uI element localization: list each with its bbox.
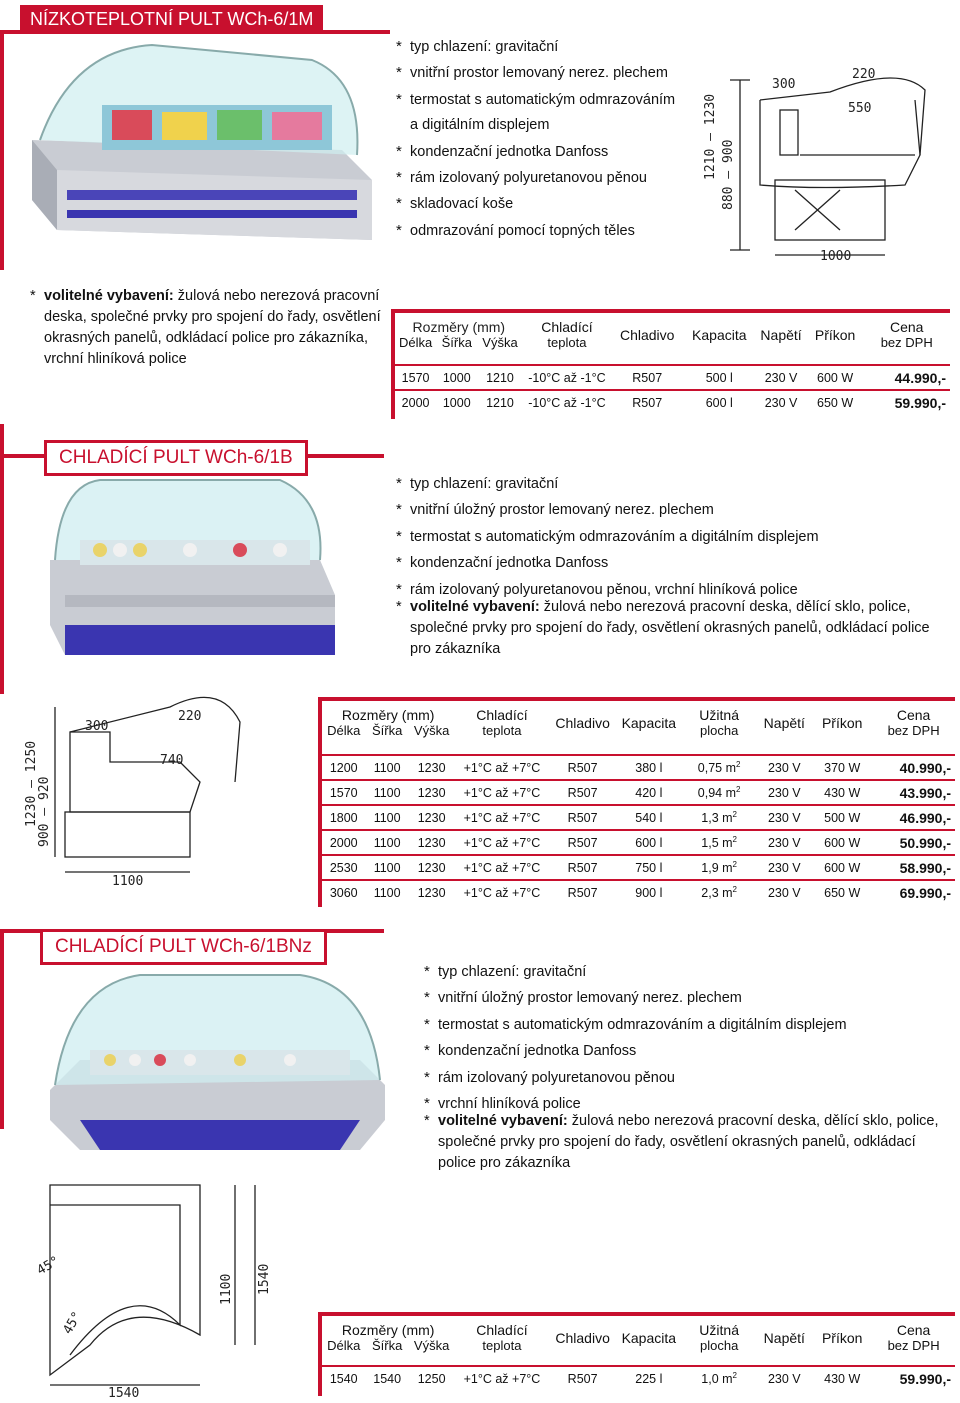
- feature-item: * kondenzační jednotka Danfoss: [424, 1042, 637, 1060]
- section1-optional: * volitelné vybavení: žulová nebo nerezová pracovní deska, společné prvky pro spojení do řady, osvětlení okrasných panelů, odkládací police pro zákazníka, vrchní hliníková police: [30, 288, 381, 367]
- dimension-label: 1230 – 1250: [24, 740, 39, 827]
- section3-title: CHLADÍCÍ PULT WCh-6/1BNz: [40, 929, 327, 965]
- dimension-label: 1000: [820, 249, 852, 264]
- product-photo-wch-6-1b: [40, 475, 340, 675]
- product-photo-wch-6-1m: [12, 40, 384, 250]
- dimension-label: 300: [772, 77, 796, 92]
- section3-optional: * volitelné vybavení: žulová nebo nerezová pracovní deska, dělící sklo, police, společné prvky pro spojení do řady, osvětlení okrasných panelů, odkládací police pro zákazníka: [424, 1113, 939, 1171]
- section1-title: NÍZKOTEPLOTNÍ PULT WCh-6/1M: [20, 5, 323, 34]
- dimension-label: 300: [85, 719, 109, 734]
- feature-item: * vrchní hliníková police: [424, 1095, 581, 1113]
- feature-item: * rám izolovaný polyuretanovou pěnou: [396, 169, 647, 187]
- product-photo-wch-6-1bnz: [40, 970, 390, 1160]
- feature-item: * rám izolovaný polyuretanovou pěnou, vrchní hliníková police: [396, 580, 798, 598]
- feature-item: * vnitřní úložný prostor lemovaný nerez. plechem: [396, 501, 714, 519]
- table-row: 3060 1100 1230 +1°C až +7°C R507 900 l 2,3 $m^2$ 230 V 650 W 69.990,-: [322, 880, 955, 905]
- table-row: 1800 1100 1230 +1°C až +7°C R507 540 l 1,3 $m^2$ 230 V 500 W 46.990,-: [322, 805, 955, 830]
- feature-item: * typ chlazení: gravitační: [396, 38, 559, 55]
- section3-spec-table: Rozměry (mm) Chladící Chladivo Kapacita Užitná Napětí Příkon Cena Délka Šířka Výška teplota plocha bez DPH 1540 1540 1250 +1°C až +7°C R507 225 l 1,0 $m^2$ 230 V 430 W 59.990,-: [322, 1316, 955, 1391]
- dimension-label: 220: [178, 709, 202, 724]
- feature-item: * typ chlazení: gravitační: [396, 475, 559, 492]
- dimension-label: 220: [852, 67, 876, 82]
- section1-features: [396, 34, 675, 244]
- dimension-label: 550: [848, 101, 872, 116]
- technical-drawing-wch-6-1bnz: [30, 1175, 280, 1400]
- table-row: 2000 1000 1210 -10°C až -1°C R507 600 l 230 V 650 W 59.990,-: [395, 390, 950, 415]
- feature-item: * vnitřní prostor lemovaný nerez. plechem: [396, 64, 668, 82]
- table-row: 1570 1100 1230 +1°C až +7°C R507 420 l 0,94 $m^2$ 230 V 430 W 43.990,-: [322, 780, 955, 805]
- dimension-label: 1540: [108, 1386, 140, 1400]
- feature-item: * kondenzační jednotka Danfoss: [396, 554, 609, 572]
- feature-item: * termostat s automatickým odmrazováním a digitálním displejem: [396, 527, 819, 545]
- feature-item: * vnitřní úložný prostor lemovaný nerez. plechem: [424, 989, 742, 1007]
- section2-features: [396, 471, 819, 603]
- feature-item: * typ chlazení: gravitační: [424, 963, 587, 980]
- section2-frame-left: [0, 424, 4, 694]
- feature-item: * skladovací koše: [396, 195, 514, 213]
- section1-spec-table: Rozměry (mm) Chladící Chladivo Kapacita Napětí Příkon Cena Délka Šířka Výška teplota bez DPH 1570 1000 1210 -10°C až -1°C R507 500 l 230 V 600 W 44.990,- 2000 1000 1210 -10°C až -1°C R507 600 l 230 V 650 W 59.990,-: [395, 313, 950, 415]
- dimension-label: 1540: [257, 1263, 272, 1295]
- section3-features: [424, 959, 847, 1117]
- dimension-label: 45°: [60, 1309, 86, 1337]
- feature-item: * kondenzační jednotka Danfoss: [396, 142, 609, 160]
- table-row: 2000 1100 1230 +1°C až +7°C R507 600 l 1,5 $m^2$ 230 V 600 W 50.990,-: [322, 830, 955, 855]
- technical-drawing-wch-6-1b: [0, 682, 250, 907]
- dimension-label: 880 – 900: [721, 139, 736, 210]
- feature-item: * termostat s automatickým odmrazováním: [396, 90, 676, 108]
- dimension-label: 1100: [112, 874, 144, 889]
- dimension-label: 1100: [219, 1273, 234, 1305]
- section1-frame-left: [0, 30, 4, 270]
- table-row: 2530 1100 1230 +1°C až +7°C R507 750 l 1,9 $m^2$ 230 V 600 W 58.990,-: [322, 855, 955, 880]
- feature-item: * rám izolovaný polyuretanovou pěnou: [424, 1068, 675, 1086]
- dimension-label: 740: [160, 753, 184, 768]
- section2-title: CHLADÍCÍ PULT WCh-6/1B: [44, 440, 308, 476]
- technical-drawing-wch-6-1m: [700, 60, 950, 265]
- feature-item: a digitálním displejem: [410, 117, 550, 134]
- section2-spec-table: Rozměry (mm) Chladící Chladivo Kapacita Užitná Napětí Příkon Cena Délka Šířka Výška teplota plocha bez DPH 1200 1100 1230 +1°C až +7°C R507 380 l 0,75 $m^2$ 230 V 370 W 40.990,- 1570 1100 1230 +1°C až +7°C R507 420 l 0,94 $m^2$ 230 V 430 W 43.990,- 1800 1100 1230 +1°C až +7°C R507 540 l 1,3 $m^2$ 230 V 500 W 46.990,- 2000 1100 1230 +1°C až +7°C R507 600 l 1,5 $m^2$ 230 V 600 W 50.990,- 2530 1100 1230 +1°C až +7°C R507 750 l 1,9 $m^2$ 230 V 600 W 58.990,- 3060 1100 1230 +1°C až +7°C R507 900 l 2,3 $m^2$ 230 V 650 W 69.990,-: [322, 701, 955, 905]
- feature-item: * odmrazování pomocí topných těles: [396, 221, 635, 239]
- dimension-label: 900 – 920: [37, 776, 52, 847]
- section3-frame-left: [0, 929, 4, 1129]
- table-row: 1540 1540 1250 +1°C až +7°C R507 225 l 1,0 $m^2$ 230 V 430 W 59.990,-: [322, 1366, 955, 1391]
- dimension-label: 1210 – 1230: [703, 93, 718, 180]
- section2-optional: * volitelné vybavení: žulová nebo nerezová pracovní deska, dělící sklo, police, společné prvky pro spojení do řady, osvětlení okrasných panelů, odkládací police pro zákazníka: [396, 599, 930, 657]
- table-row: 1200 1100 1230 +1°C až +7°C R507 380 l 0,75 $m^2$ 230 V 370 W 40.990,-: [322, 755, 955, 780]
- dimension-label: 45°: [34, 1253, 63, 1279]
- table-row: 1570 1000 1210 -10°C až -1°C R507 500 l 230 V 600 W 44.990,-: [395, 365, 950, 390]
- feature-item: * termostat s automatickým odmrazováním a digitálním displejem: [424, 1015, 847, 1033]
